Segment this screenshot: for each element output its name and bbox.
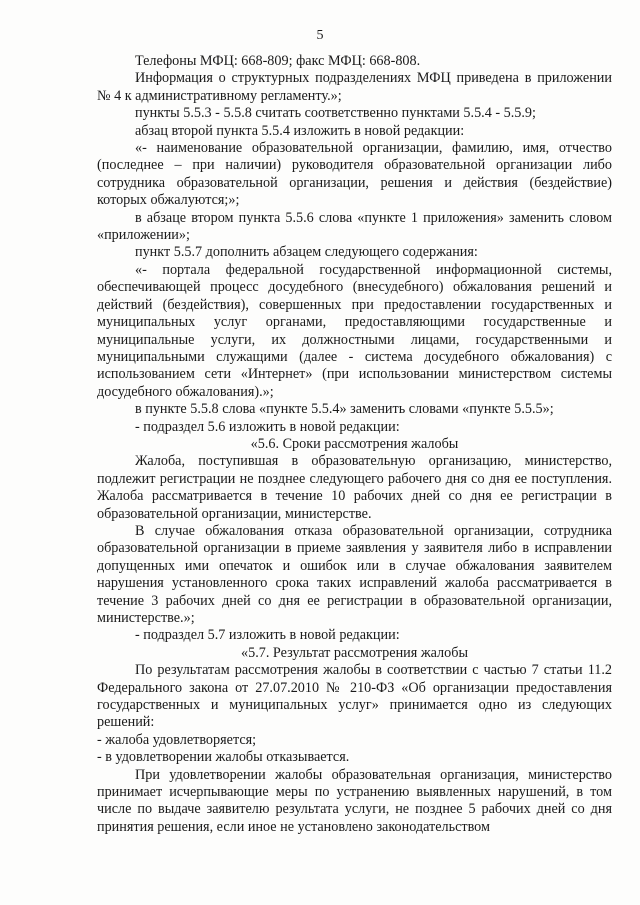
list-item-satisfied: - жалоба удовлетворяется; [97, 731, 257, 748]
paragraph-quote-name: «- наименование образовательной организации, фамилию, имя, отчество (последнее – при наличии) руководителя образовательной организации либо сотрудника образовательной организации, решения и действия (бездействие) которых обжалуются;»; [97, 140, 612, 209]
paragraph-decision-intro: По результатам рассмотрения жалобы в соответствии с частью 7 статьи 11.2 Федерального закона от 27.07.2010 № 210-ФЗ «Об организации предоставления государственных и муниципальных услуг» принимается одно из следующих решений: [97, 662, 612, 731]
document-body [97, 53, 612, 836]
paragraph-amend-intro: абзац второй пункта 5.5.4 изложить в новой редакции: [135, 122, 465, 139]
paragraph-replace-words: в абзаце втором пункта 5.5.6 слова «пункте 1 приложения» заменить словом «приложении»; [97, 209, 612, 244]
section-heading-56: «5.6. Сроки рассмотрения жалобы [250, 435, 459, 452]
paragraph-subsection-57-intro: - подраздел 5.7 изложить в новой редакции: [135, 627, 400, 644]
paragraph-replace-point: в пункте 5.5.8 слова «пункте 5.5.4» заменить словами «пункте 5.5.5»; [135, 401, 554, 418]
paragraph-add-intro: пункт 5.5.7 дополнить абзацем следующего содержания: [135, 244, 478, 261]
paragraph-info: Информация о структурных подразделениях МФЦ приведена в приложении № 4 к административному регламенту.»; [97, 70, 612, 104]
paragraph-subsection-56-intro: - подраздел 5.6 изложить в новой редакции: [135, 418, 400, 435]
paragraph-renumber: пункты 5.5.3 - 5.5.8 считать соответственно пунктами 5.5.4 - 5.5.9; [135, 105, 536, 122]
paragraph-phones: Телефоны МФЦ: 668-809; факс МФЦ: 668-808. [135, 53, 421, 69]
paragraph-refusal-appeal: В случае обжалования отказа образовательной организации, сотрудника образовательной организации в приеме заявления у заявителя либо в исправлении допущенных ими опечаток и ошибок или в случае обжалования заявителем нарушения установленного срока таких исправлений жалоба рассматривается в течение 3 рабочих дней со дня ее регистрации в образовательной организации, министерстве.»; [97, 522, 612, 626]
paragraph-quote-portal: «- портала федеральной государственной информационной системы, обеспечивающей процесс досудебного (внесудебного) обжалования решений и действий (бездействия), совершенных при предоставлении государственных и муниципальных услуг органами, предоставляющими государственные и муниципальные услуги, их должностными лицами, государственными и муниципальными служащими (далее - система досудебного обжалования) с использованием сети «Интернет» (при использовании министерством системы досудебного обжалования).»; [97, 261, 612, 400]
paragraph-complaint-registration: Жалоба, поступившая в образовательную организацию, министерство, подлежит регистрации не позднее следующего рабочего дня со дня ее поступления. Жалоба рассматривается в течение 10 рабочих дней со дня ее регистрации в образовательной организации, министерстве. [97, 453, 612, 522]
page-number: 5 [316, 28, 324, 43]
section-heading-57: «5.7. Результат рассмотрения жалобы [241, 644, 468, 661]
list-item-refused: - в удовлетворении жалобы отказывается. [97, 749, 350, 766]
paragraph-satisfaction-measures: При удовлетворении жалобы образовательная организация, министерство принимает исчерпывающие меры по устранению выявленных нарушений, в том числе по выдаче заявителю результата услуги, не позднее 5 рабочих дней со дня принятия решения, если иное не установлено законодательством [97, 766, 612, 835]
